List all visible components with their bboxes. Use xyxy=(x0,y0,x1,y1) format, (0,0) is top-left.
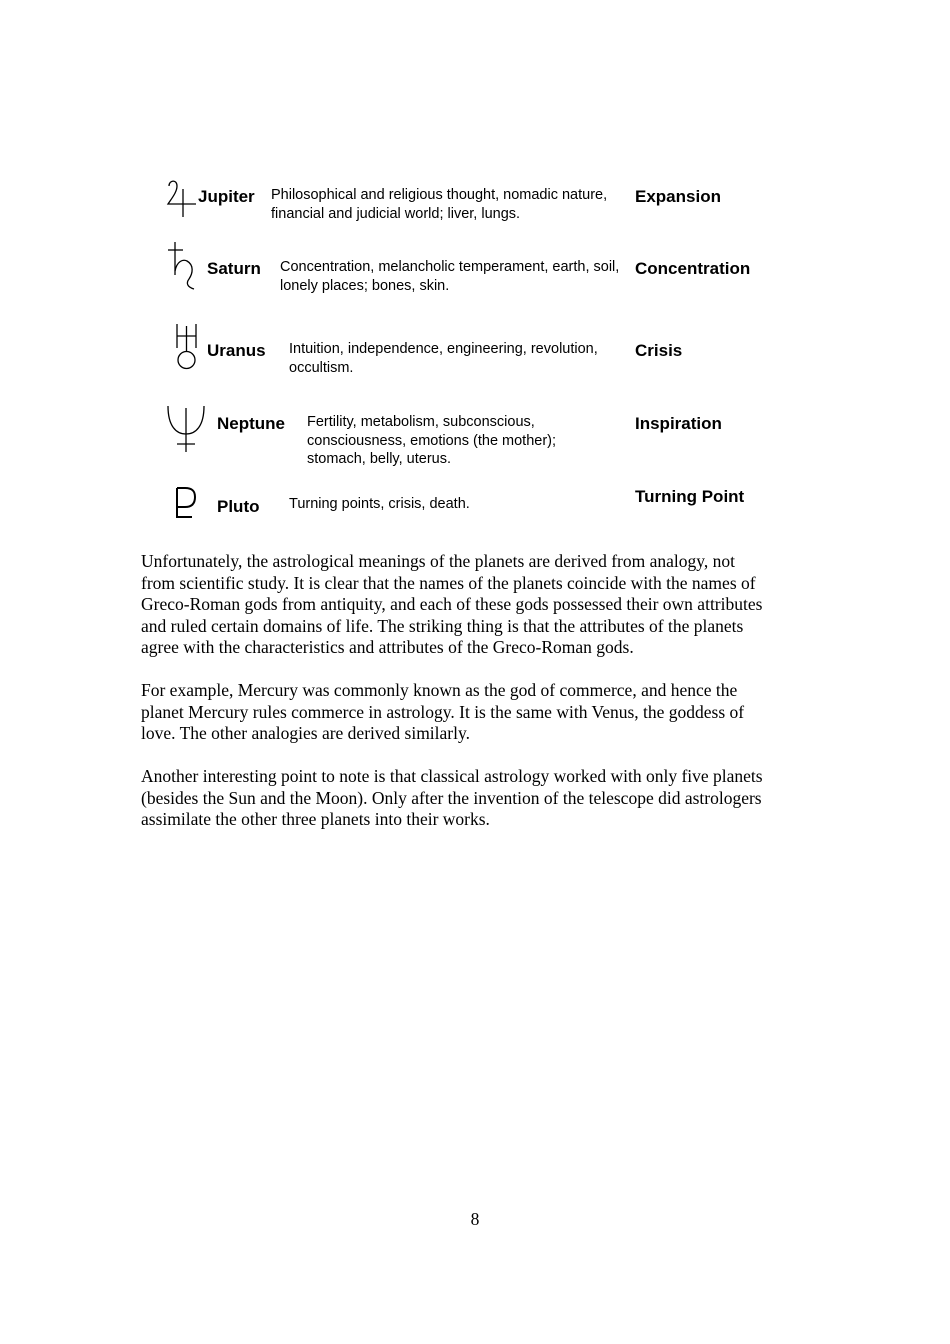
description-line: Fertility, metabolism, subconscious, xyxy=(307,414,535,430)
description-line: Concentration, melancholic temperament, earth, soil, xyxy=(280,259,620,275)
planet-description-saturn xyxy=(280,258,619,295)
paragraph-classical-astrology xyxy=(141,766,763,831)
planet-description-jupiter xyxy=(271,186,607,223)
paragraph-line: Another interesting point to note is that classical astrology worked with only five planets xyxy=(141,766,763,786)
pluto-symbol-icon xyxy=(174,487,200,521)
planet-keyword-saturn: Concentration xyxy=(635,259,751,278)
planet-description-neptune xyxy=(307,413,556,469)
planet-description-pluto xyxy=(289,495,470,514)
description-line: occultism. xyxy=(289,359,354,376)
planet-name-jupiter: Jupiter xyxy=(198,187,255,206)
description-line: Turning points, crisis, death. xyxy=(289,496,470,512)
paragraph-line: agree with the characteristics and attributes of the Greco-Roman gods. xyxy=(141,637,634,657)
paragraph-example xyxy=(141,680,744,745)
planet-name-uranus: Uranus xyxy=(207,341,266,360)
uranus-symbol-icon xyxy=(175,322,199,372)
description-line: financial and judicial world; liver, lungs. xyxy=(271,205,521,222)
description-line: lonely places; bones, skin. xyxy=(280,277,450,294)
planet-keyword-pluto: Turning Point xyxy=(635,487,745,506)
paragraph-line: Greco-Roman gods from antiquity, and each of these gods possessed their own attributes xyxy=(141,594,763,614)
description-line: stomach, belly, uterus. xyxy=(307,451,451,467)
planet-keyword-neptune: Inspiration xyxy=(635,414,722,433)
planet-name-pluto: Pluto xyxy=(217,497,260,516)
saturn-symbol-icon xyxy=(167,241,199,293)
planet-name-saturn: Saturn xyxy=(207,259,261,278)
page-number: 8 xyxy=(470,1209,480,1229)
paragraph-line: from scientific study. It is clear that the names of the planets coincide with the names of xyxy=(141,572,756,593)
planet-description-uranus xyxy=(289,340,598,377)
paragraph-line: (besides the Sun and the Moon). Only after the invention of the telescope did astrologers xyxy=(141,787,762,808)
paragraph-line: assimilate the other three planets into their works. xyxy=(141,809,490,829)
description-line: consciousness, emotions (the mother); xyxy=(307,432,557,449)
description-line: Intuition, independence, engineering, revolution, xyxy=(289,341,598,357)
paragraph-line: For example, Mercury was commonly known as the god of commerce, and hence the xyxy=(141,680,738,700)
planet-keyword-jupiter: Expansion xyxy=(635,187,721,206)
planet-name-neptune: Neptune xyxy=(217,414,285,433)
paragraph-line: Unfortunately, the astrological meanings of the planets are derived from analogy, not xyxy=(141,551,735,571)
paragraph-line: and ruled certain domains of life. The striking thing is that the attributes of the planets xyxy=(141,615,744,636)
paragraph-line: love. The other analogies are derived similarly. xyxy=(141,723,470,743)
neptune-symbol-icon xyxy=(166,404,208,454)
planet-keyword-uranus: Crisis xyxy=(635,341,683,360)
paragraph-analogy xyxy=(141,551,762,659)
description-line: Philosophical and religious thought, nomadic nature, xyxy=(271,187,608,203)
jupiter-symbol-icon xyxy=(166,178,198,218)
paragraph-line: planet Mercury rules commerce in astrology. It is the same with Venus, the goddess of xyxy=(141,701,745,722)
